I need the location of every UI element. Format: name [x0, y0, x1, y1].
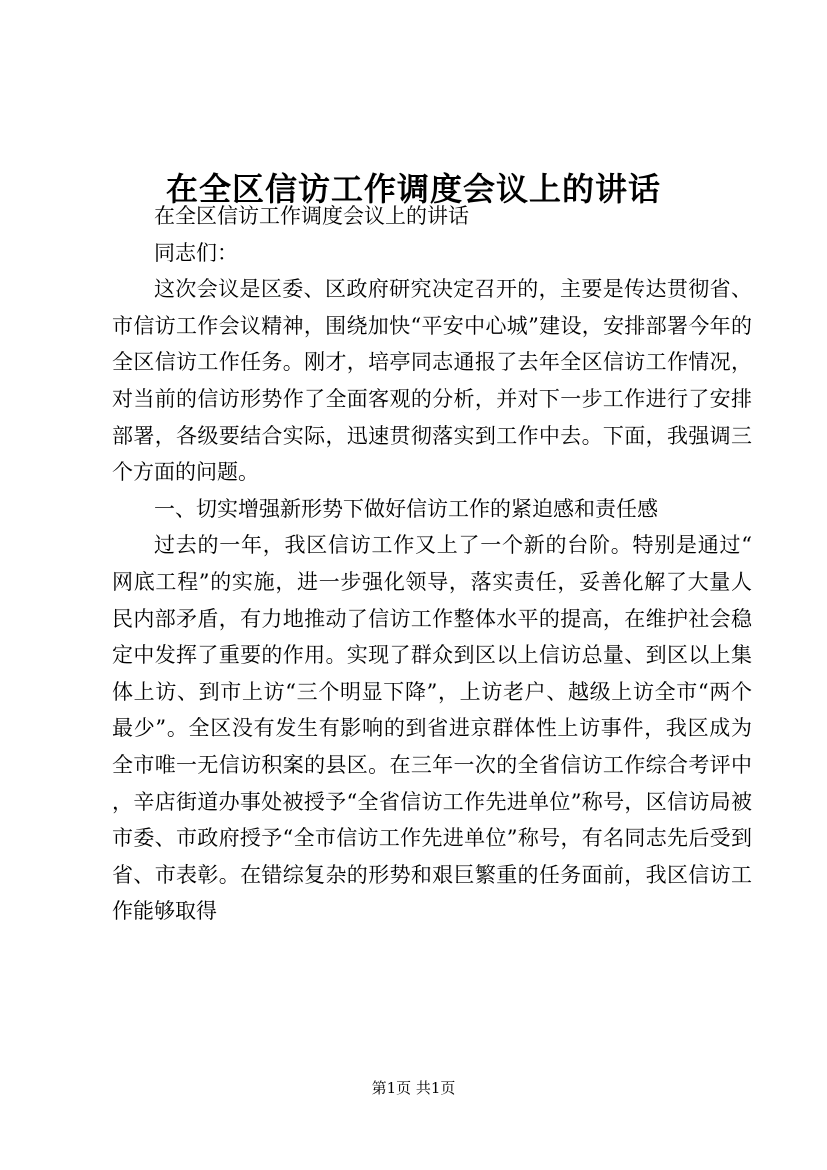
document-body — [112, 198, 752, 930]
document-title: 在全区信访工作调度会议上的讲话 — [165, 170, 661, 209]
page-footer: 第1页 共1页 — [371, 1079, 456, 1097]
body-paragraph-section-heading: 一、切实增强新形势下做好信访工作的紧迫感和责任感 — [154, 496, 658, 521]
body-paragraph-intro: 这次会议是区委、区政府研究决定召开的，主要是传达贯彻省、市信访工作会议精神，围绕加快“平安中心城”建设，安排部署今年的全区信访工作任务。刚才，培亭同志通报了去年全区信访工作情况，对当前的信访形势作了全面客观的分析，并对下一步工作进行了安排部署，各级要结合实际，迅速贯彻落实到工作中去。下面，我强调三个方面的问题。 — [112, 277, 752, 485]
body-paragraph-salutation: 同志们： — [154, 240, 238, 265]
body-paragraph-subtitle: 在全区信访工作调度会议上的讲话 — [154, 204, 469, 228]
body-paragraph-review: 过去的一年，我区信访工作又上了一个新的台阶。特别是通过“网底工程”的实施，进一步强化领导，落实责任，妥善化解了大量人民内部矛盾，有力地推动了信访工作整体水平的提高，在维护社会稳定中发挥了重要的作用。实现了群众到区以上信访总量、到区以上集体上访、到市上访“三个明显下降”，上访老户、越级上访全市“两个最少”。全区没有发生有影响的到省进京群体性上访事件，我区成为全市唯一无信访积案的县区。在三年一次的全省信访工作综合考评中，辛店街道办事处被授予“全省信访工作先进单位”称号，区信访局被市委、市政府授予“全市信访工作先进单位”称号，有名同志先后受到省、市表彰。在错综复杂的形势和艰巨繁重的任务面前，我区信访工作能够取得 — [112, 533, 752, 924]
